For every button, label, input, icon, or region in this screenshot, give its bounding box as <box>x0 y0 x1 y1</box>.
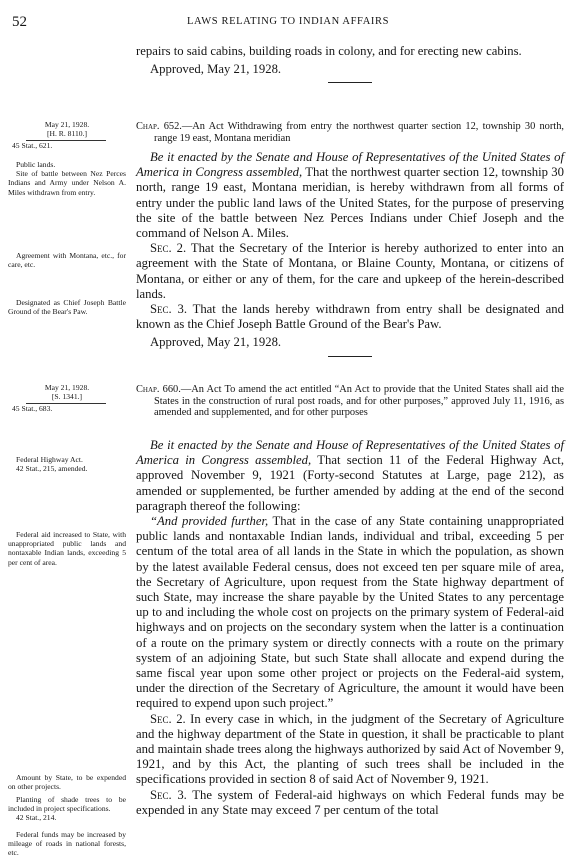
chap660-label: Chap. 660. <box>136 384 181 395</box>
sec2-label: Sec. 2. <box>150 711 186 726</box>
chap660-section-1 <box>136 438 564 514</box>
chap652-section-2 <box>136 241 564 302</box>
margin-note-designated: Designated as Chief Joseph Battle Ground of the Bear's Paw. <box>8 298 126 317</box>
approved-line-2: Approved, May 21, 1928. <box>150 335 282 350</box>
proviso-text: That in the case of any State containing unappropriated public lands and nontaxable Indian lands, individual and tribal, exceeding 5 per centum of the total area of all lands in the State in which the population, as shown by the latest available Federal census, does not exceed ten per square mile of area, the Secretary of Agriculture, upon request from the State highway department of such State, may increase the share payable by the United States to any percentage up to and including the whole cost on projects on the primary system of Federal-aid highways and on projects on the secondary system when the latter is a continuation of a route on the primary system or directly connects with a route on the primary system of an adjoining State, but such State shall allocate and expend during the same fiscal year upon some other project or projects on the Federal-aid system, under the direction of the Secretary of Agriculture, the amount it would have been required to expend upon such project.” <box>136 514 564 711</box>
margin-site: Site of battle between Nez Perces Indians and Army under Nelson A. Miles withdrawn from entry. <box>8 169 126 197</box>
chap652-body <box>136 150 564 357</box>
chap652-title: —An Act Withdrawing from entry the northwest quarter section 12, township 30 north, range 19 east, Montana meridian <box>154 121 564 144</box>
chap652-citation <box>8 120 126 150</box>
sec2-label: Sec. 2. <box>150 241 187 256</box>
chap652-heading <box>136 121 564 144</box>
chap652-label: Chap. 652. <box>136 121 182 132</box>
cite-bill: [S. 1341.] <box>51 392 83 402</box>
margin-note-amount: Amount by State, to be expended on other projects. <box>8 773 126 792</box>
page-header <box>12 14 564 34</box>
cite-bill: [H. R. 8110.] <box>46 129 87 139</box>
margin-highway: Federal Highway Act. <box>16 455 83 464</box>
cite-stat: 45 Stat., 683. <box>12 403 53 413</box>
sec2-text: That the Secretary of the Interior is hereby authorized to enter into an agreement with the State of Montana, or Blaine County, Montana, or citizens of Montana, or either or any of them, for the care and upkeep of the herein-described lands. <box>136 241 564 301</box>
running-head: LAWS RELATING TO INDIAN AFFAIRS <box>186 16 390 27</box>
margin-note-aid-increased: Federal aid increased to State, with unappropriated public lands and nontaxable Indian lands, exceeding 5 per cent of area. <box>8 530 126 567</box>
margin-public-lands: Public lands. <box>16 160 56 169</box>
section-1-text: That the northwest quarter section 12, township 30 north, range 19 east, Montana meridian, is hereby withdrawn from all forms of entry under the public land laws of the United States, for the purpose of preserving the site of the battle between Nez Perces Indians under Chief Joseph and the command of Nelson A. Miles. <box>136 165 564 241</box>
section-rule <box>328 356 372 357</box>
chap660-section-2 <box>136 712 564 788</box>
sec3-label: Sec. 3. <box>150 302 188 317</box>
margin-note-public-lands <box>8 160 126 197</box>
margin-highway-cite: 42 Stat., 215, amended. <box>16 464 88 474</box>
chap660-body <box>136 438 564 818</box>
proviso-italic: “And provided further, <box>150 514 269 529</box>
margin-note-highway <box>8 455 126 473</box>
enacting-clause: Be it enacted by the Senate and House of Representatives of the United States of America in Congress assembled, <box>136 438 564 468</box>
chap652-title-para <box>136 121 564 144</box>
chap652-section-1 <box>136 150 564 241</box>
approved-line-1: Approved, May 21, 1928. <box>150 62 282 77</box>
chap660-heading <box>136 384 564 419</box>
continuation-block <box>136 44 564 83</box>
continuation-text: repairs to said cabins, building roads in colony, and for erecting new cabins. <box>136 44 522 58</box>
section-1-text: That section 11 of the Federal Highway Act, approved November 9, 1921 (Forty-second Statutes at Large, page 212), as amended or supplemented, be further amended by adding at the end of the second paragraph thereof the following: <box>136 453 564 513</box>
chap660-proviso <box>136 514 564 712</box>
chap660-title: —An Act To amend the act entitled “An Act to provide that the United States shall aid the States in the construction of rural post roads, and for other purposes,” approved July 11, 1916, as amended and supplemented, and for other purposes <box>154 384 564 419</box>
enacting-clause: Be it enacted by the Senate and House of Representatives of the United States of America in Congress assembled, <box>136 150 564 180</box>
cite-stat: 45 Stat., 621. <box>12 140 53 150</box>
margin-planting-cite: 42 Stat., 214. <box>16 813 57 823</box>
chap660-title-para <box>136 384 564 419</box>
page-number: 52 <box>12 14 27 30</box>
sec3-text: The system of Federal-aid highways on which Federal funds may be expended in any State may exceed 7 per centum of the total <box>136 787 564 817</box>
margin-planting: Planting of shade trees to be included in project specifications. <box>8 795 126 814</box>
chap660-citation <box>8 383 126 413</box>
cite-date: May 21, 1928. <box>44 120 90 129</box>
margin-note-funds: Federal funds may be increased by mileage of roads in national forests, etc. <box>8 830 126 858</box>
sec3-text: That the lands hereby withdrawn from entry shall be designated and known as the Chief Joseph Battle Ground of the Bear's Paw. <box>136 302 564 332</box>
sec2-text: In every case in which, in the judgment of the Secretary of Agriculture and the highway department of the State in question, it shall be practicable to plant and maintain shade trees along the highways authorized by said Act of November 9, 1921, and by this Act, the planting of such trees shall be included in the specifications provided in section 8 of said Act of November 9, 1921. <box>136 711 564 787</box>
sec3-label: Sec. 3. <box>150 787 187 802</box>
margin-note-planting <box>8 795 126 823</box>
chap660-section-3 <box>136 788 564 818</box>
section-rule <box>328 82 372 83</box>
chap652-section-3 <box>136 302 564 332</box>
cite-date: May 21, 1928. <box>44 383 90 392</box>
margin-note-agreement: Agreement with Montana, etc., for care, etc. <box>8 251 126 270</box>
